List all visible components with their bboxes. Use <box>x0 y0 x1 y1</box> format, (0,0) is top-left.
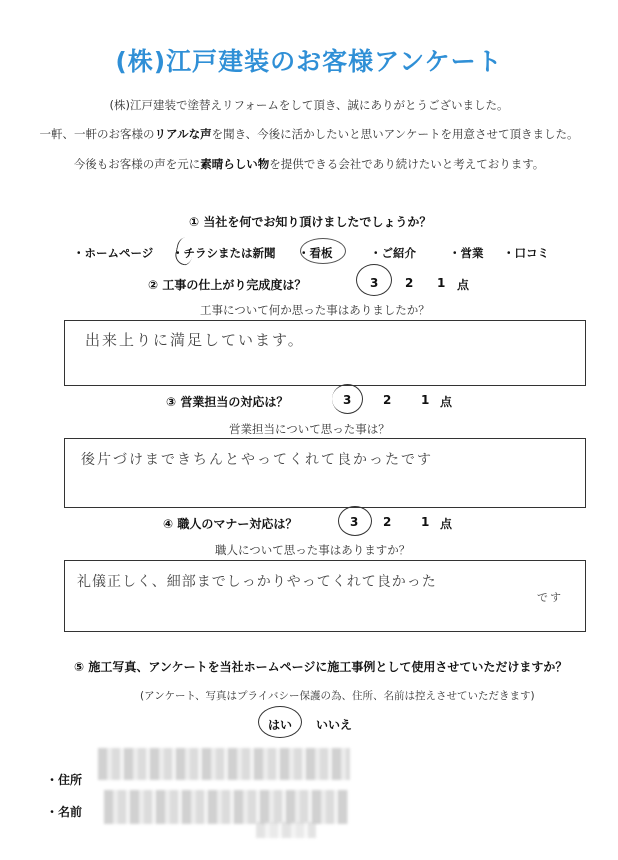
q4-score-3[interactable]: 3 <box>350 515 359 529</box>
q3-selected-circle <box>332 384 363 414</box>
q4-score-1[interactable]: 1 <box>421 515 430 529</box>
page-title: (株)江戸建装のお客様アンケート <box>115 47 503 76</box>
address-redacted <box>98 748 350 780</box>
name-label: ・名前 <box>46 805 83 819</box>
name-redacted-tail <box>256 822 316 838</box>
q4-prompt: 職人について思った事はありますか？ <box>215 543 411 557</box>
q4-answer-continuation: です <box>537 591 563 604</box>
q1-signboard-hand-circle <box>300 238 346 264</box>
q3-question: ③ 営業担当の対応は？ <box>166 395 289 409</box>
address-label: ・住所 <box>46 773 83 787</box>
q1-flyer-hand-circle <box>173 237 195 267</box>
q1-option-homepage[interactable]: ・ホームページ <box>73 246 154 260</box>
q5-note: (アンケート、写真はプライバシー保護の為、住所、名前は控えさせていただきます) <box>140 690 535 702</box>
q2-selected-circle <box>356 264 392 296</box>
q2-score-unit: 点 <box>457 278 470 292</box>
q4-answer-box[interactable] <box>64 560 586 632</box>
q1-option-sales[interactable]: ・営業 <box>449 246 484 260</box>
q4-answer-text: 礼儀正しく、細部までしっかりやってくれて良かった <box>77 574 437 590</box>
q5-no-option[interactable]: いいえ <box>316 718 353 732</box>
intro-line-3: 今後もお客様の声を元に素晴らしい物を提供できる会社であり続けたいと考えております。 <box>73 157 545 171</box>
q4-score-unit: 点 <box>440 517 453 531</box>
q3-prompt: 営業担当について思った事は？ <box>229 422 390 436</box>
q3-score-3[interactable]: 3 <box>343 393 352 407</box>
q5-selected-circle <box>258 706 302 738</box>
q3-score-unit: 点 <box>440 395 453 409</box>
q2-answer-text: 出来上りに満足しています。 <box>85 331 305 349</box>
q2-score-2[interactable]: 2 <box>405 276 414 290</box>
intro-line-2: 一軒、一軒のお客様のリアルな声を聞き、今後に活かしたいと思いアンケートを用意させて頂きました。 <box>39 127 579 141</box>
q3-score-1[interactable]: 1 <box>421 393 430 407</box>
q3-score-2[interactable]: 2 <box>383 393 392 407</box>
q1-option-referral[interactable]: ・ご紹介 <box>370 246 416 260</box>
q1-option-word-of-mouth[interactable]: ・口コミ <box>503 246 549 260</box>
q3-answer-box[interactable] <box>64 438 586 508</box>
q2-score-1[interactable]: 1 <box>437 276 446 290</box>
q3-answer-text: 後片づけまできちんとやってくれて良かったです <box>81 452 433 468</box>
name-redacted <box>104 790 348 824</box>
q2-prompt: 工事について何か思った事はありましたか？ <box>200 303 430 317</box>
intro-line-1: (株)江戸建装で塗替えリフォームをして頂き、誠にありがとうございました。 <box>109 98 509 112</box>
q4-selected-circle <box>338 506 372 536</box>
q1-option-signboard[interactable]: ・看板 <box>298 246 333 260</box>
q5-question: ⑤ 施工写真、アンケートを当社ホームページに施工事例として使用させていただけますか？ <box>74 660 568 674</box>
q5-yes-option[interactable]: はい <box>268 718 293 732</box>
q1-option-flyer[interactable]: ・チラシまたは新聞 <box>172 246 276 260</box>
q2-score-3[interactable]: 3 <box>370 276 379 290</box>
q4-score-2[interactable]: 2 <box>383 515 392 529</box>
q2-answer-box[interactable] <box>64 320 586 386</box>
q4-question: ④ 職人のマナー対応は？ <box>163 517 298 531</box>
q1-question: ① 当社を何でお知り頂けましたでしょうか？ <box>189 215 432 229</box>
q2-question: ② 工事の仕上がり完成度は？ <box>148 278 307 292</box>
